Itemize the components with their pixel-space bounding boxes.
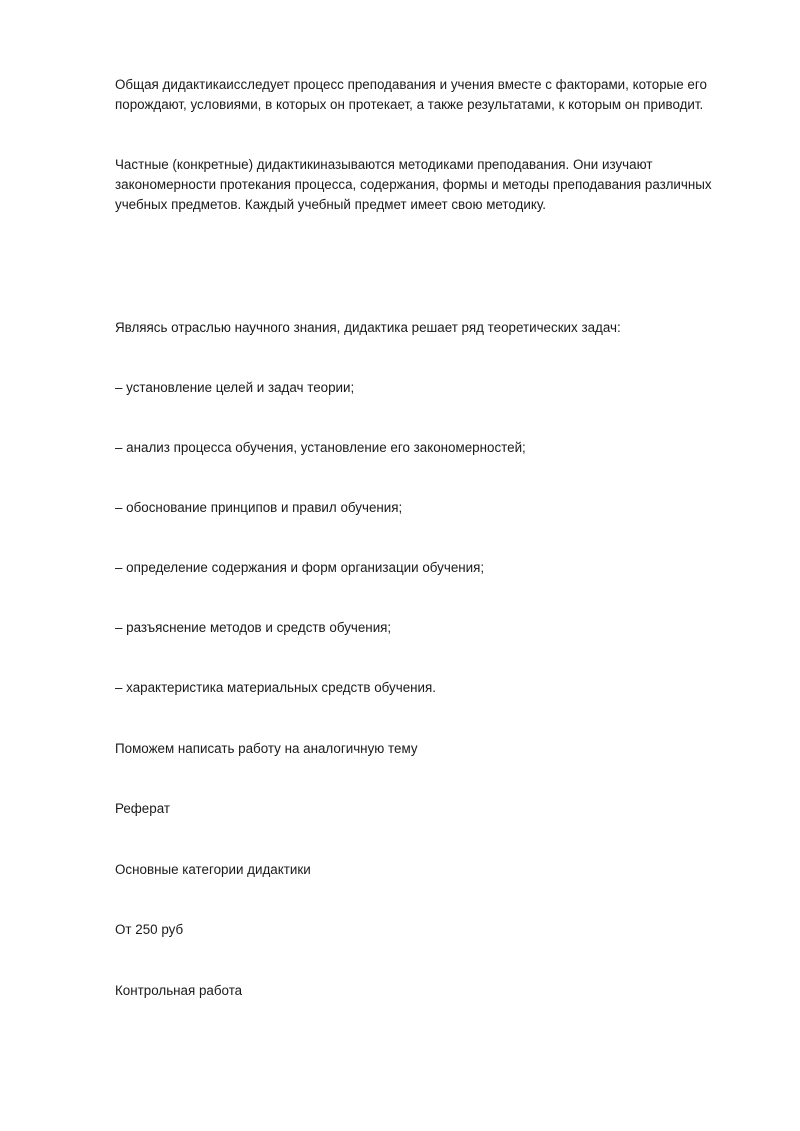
list-item: – характеристика материальных средств обучения.: [115, 680, 436, 695]
work-price: От 250 руб: [115, 922, 184, 937]
promo-heading: Поможем написать работу на аналогичную тему: [115, 741, 418, 756]
work-type-label: Контрольная работа: [115, 983, 243, 998]
list-item: – разъяснение методов и средств обучения;: [115, 620, 392, 635]
paragraph-general-didactics: Общая дидактикаисследует процесс преподавания и учения вместе с факторами, которые его порождают, условиями, в которых он протекает, а также результатами, к которым он приводит.: [115, 77, 707, 112]
list-item: – установление целей и задач теории;: [115, 380, 355, 395]
paragraph-specific-didactics: Частные (конкретные) дидактикиназываются методиками преподавания. Они изучают закономерности протекания процесса, содержания, формы и методы преподавания различных учебных предметов. Каждый учебный предмет имеет свою методику.: [115, 157, 712, 212]
list-item: – анализ процесса обучения, установление его закономерностей;: [115, 440, 526, 455]
work-type-label: Реферат: [115, 801, 170, 816]
list-item: – определение содержания и форм организации обучения;: [115, 560, 485, 575]
paragraph-theoretical-tasks-intro: Являясь отраслью научного знания, дидактика решает ряд теоретических задач:: [115, 320, 621, 335]
list-item: – обоснование принципов и правил обучения;: [115, 500, 403, 515]
work-title-link[interactable]: Основные категории дидактики: [115, 862, 311, 877]
